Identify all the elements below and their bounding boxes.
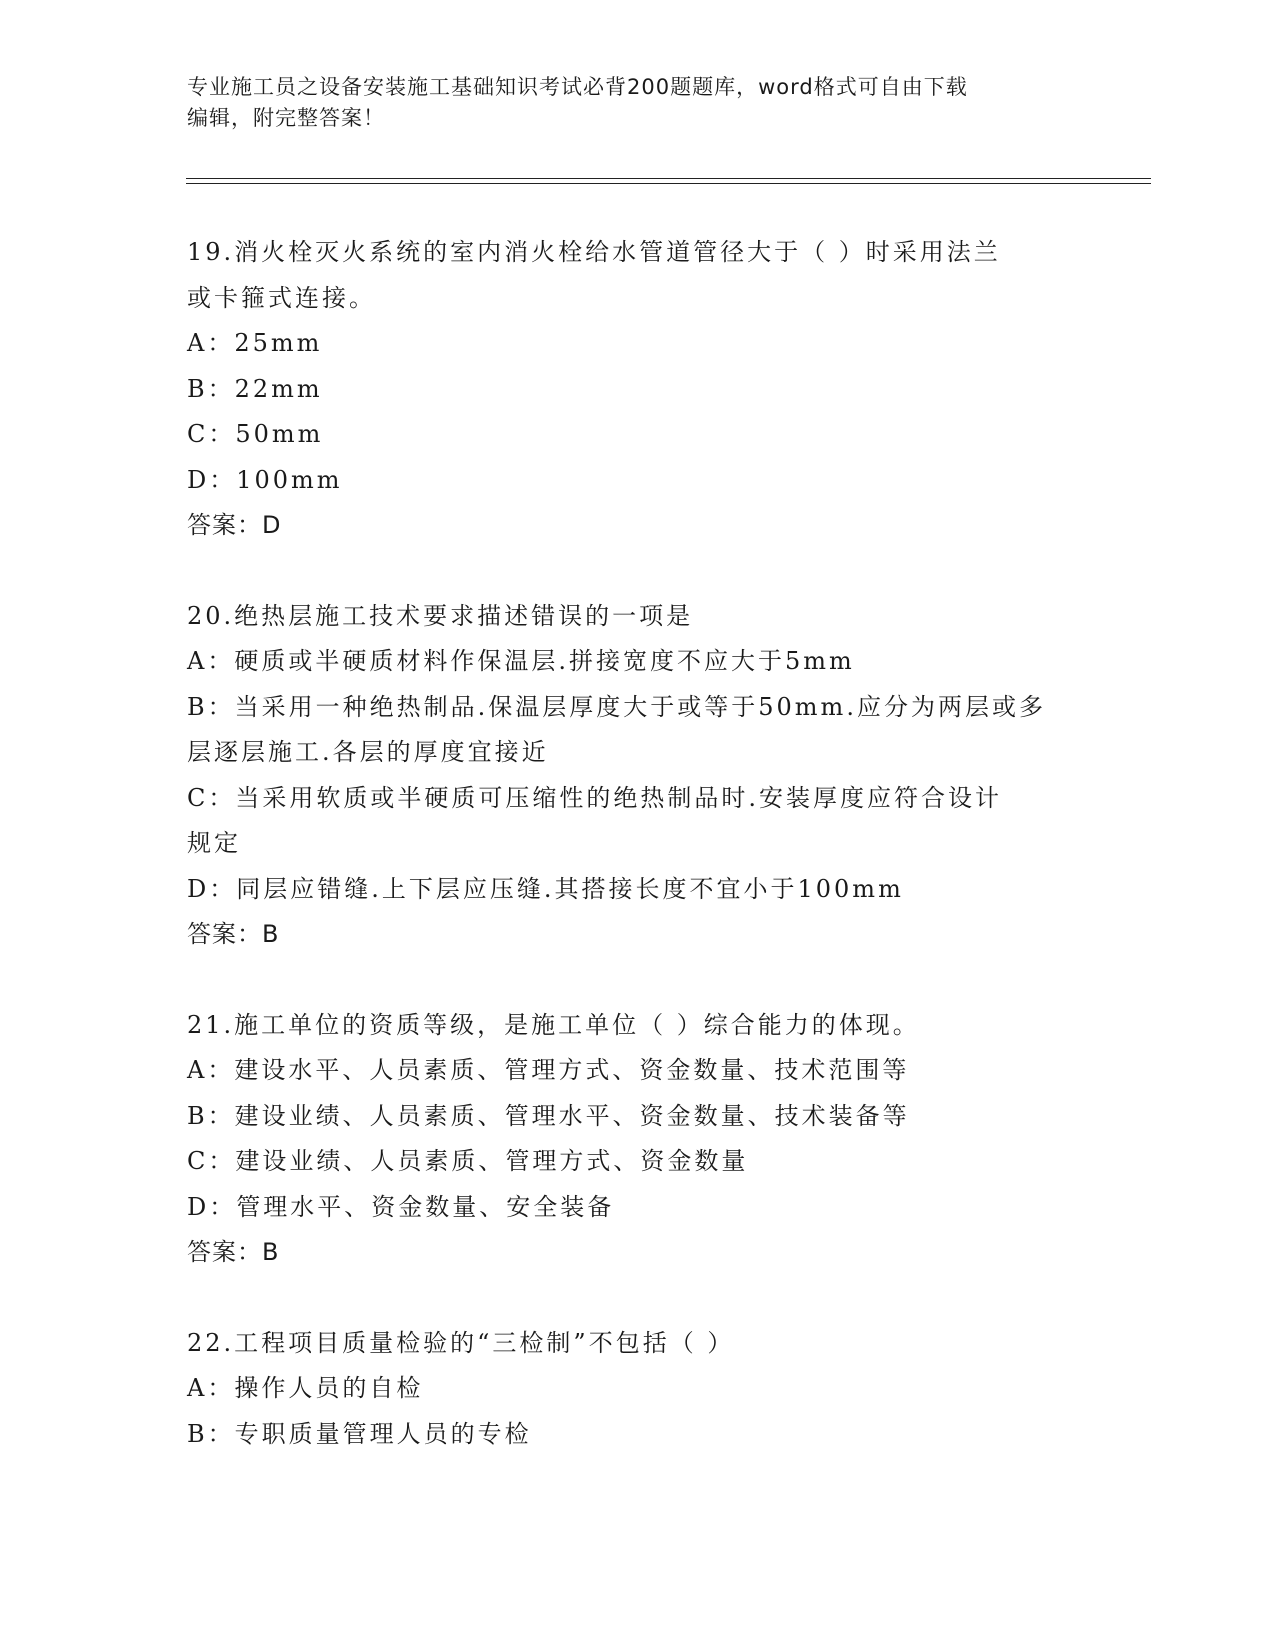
question-stem: 20.绝热层施工技术要求描述错误的一项是 <box>187 601 694 630</box>
option-b: B：当采用一种绝热制品.保温层厚度大于或等于50mm.应分为两层或多 <box>187 692 1046 721</box>
question-stem: 21.施工单位的资质等级，是施工单位（ ）综合能力的体现。 <box>187 1010 920 1039</box>
option-c-continued: 规定 <box>187 829 241 857</box>
option-d: D：同层应错缝.上下层应压缝.其搭接长度不宜小于100mm <box>187 874 904 903</box>
option-b: B：22mm <box>187 374 323 403</box>
question-22 <box>187 1321 1087 1458</box>
question-stem: 22.工程项目质量检验的“三检制”不包括（ ） <box>187 1328 735 1357</box>
option-a: A：硬质或半硬质材料作保温层.拼接宽度不应大于5mm <box>187 647 855 675</box>
question-stem: 或卡箍式连接。 <box>187 283 376 312</box>
answer-label: 答案：B <box>187 920 280 948</box>
question-20 <box>187 594 1087 958</box>
answer-label: 答案：D <box>187 511 282 539</box>
option-b: B：建设业绩、人员素质、管理水平、资金数量、技术装备等 <box>187 1101 910 1130</box>
answer-label: 答案：B <box>187 1238 280 1266</box>
header-line-1: 专业施工员之设备安装施工基础知识考试必背200题题库，word格式可自由下载 <box>187 75 968 99</box>
option-b-continued: 层逐层施工.各层的厚度宜接近 <box>187 738 549 766</box>
option-a: A：25mm <box>187 329 323 357</box>
option-c: C：当采用软质或半硬质可压缩性的绝热制品时.安装厚度应符合设计 <box>187 783 1002 812</box>
header-divider-top <box>186 178 1151 179</box>
question-19 <box>187 230 1087 549</box>
question-stem: 19.消火栓灭火系统的室内消火栓给水管道管径大于（ ）时采用法兰 <box>187 238 1001 266</box>
header-divider-bottom <box>186 183 1151 184</box>
header-line-2: 编辑，附完整答案！ <box>187 106 385 130</box>
option-a: A：建设水平、人员素质、管理方式、资金数量、技术范围等 <box>187 1056 910 1084</box>
option-b: B：专职质量管理人员的专检 <box>187 1419 532 1448</box>
option-a: A：操作人员的自检 <box>187 1374 424 1402</box>
question-list <box>187 230 1087 1457</box>
question-21 <box>187 1003 1087 1276</box>
option-d: D：管理水平、资金数量、安全装备 <box>187 1192 615 1221</box>
document-header <box>187 72 1087 134</box>
option-c: C：建设业绩、人员素质、管理方式、资金数量 <box>187 1147 749 1175</box>
option-d: D：100mm <box>187 465 343 494</box>
option-c: C：50mm <box>187 420 324 448</box>
